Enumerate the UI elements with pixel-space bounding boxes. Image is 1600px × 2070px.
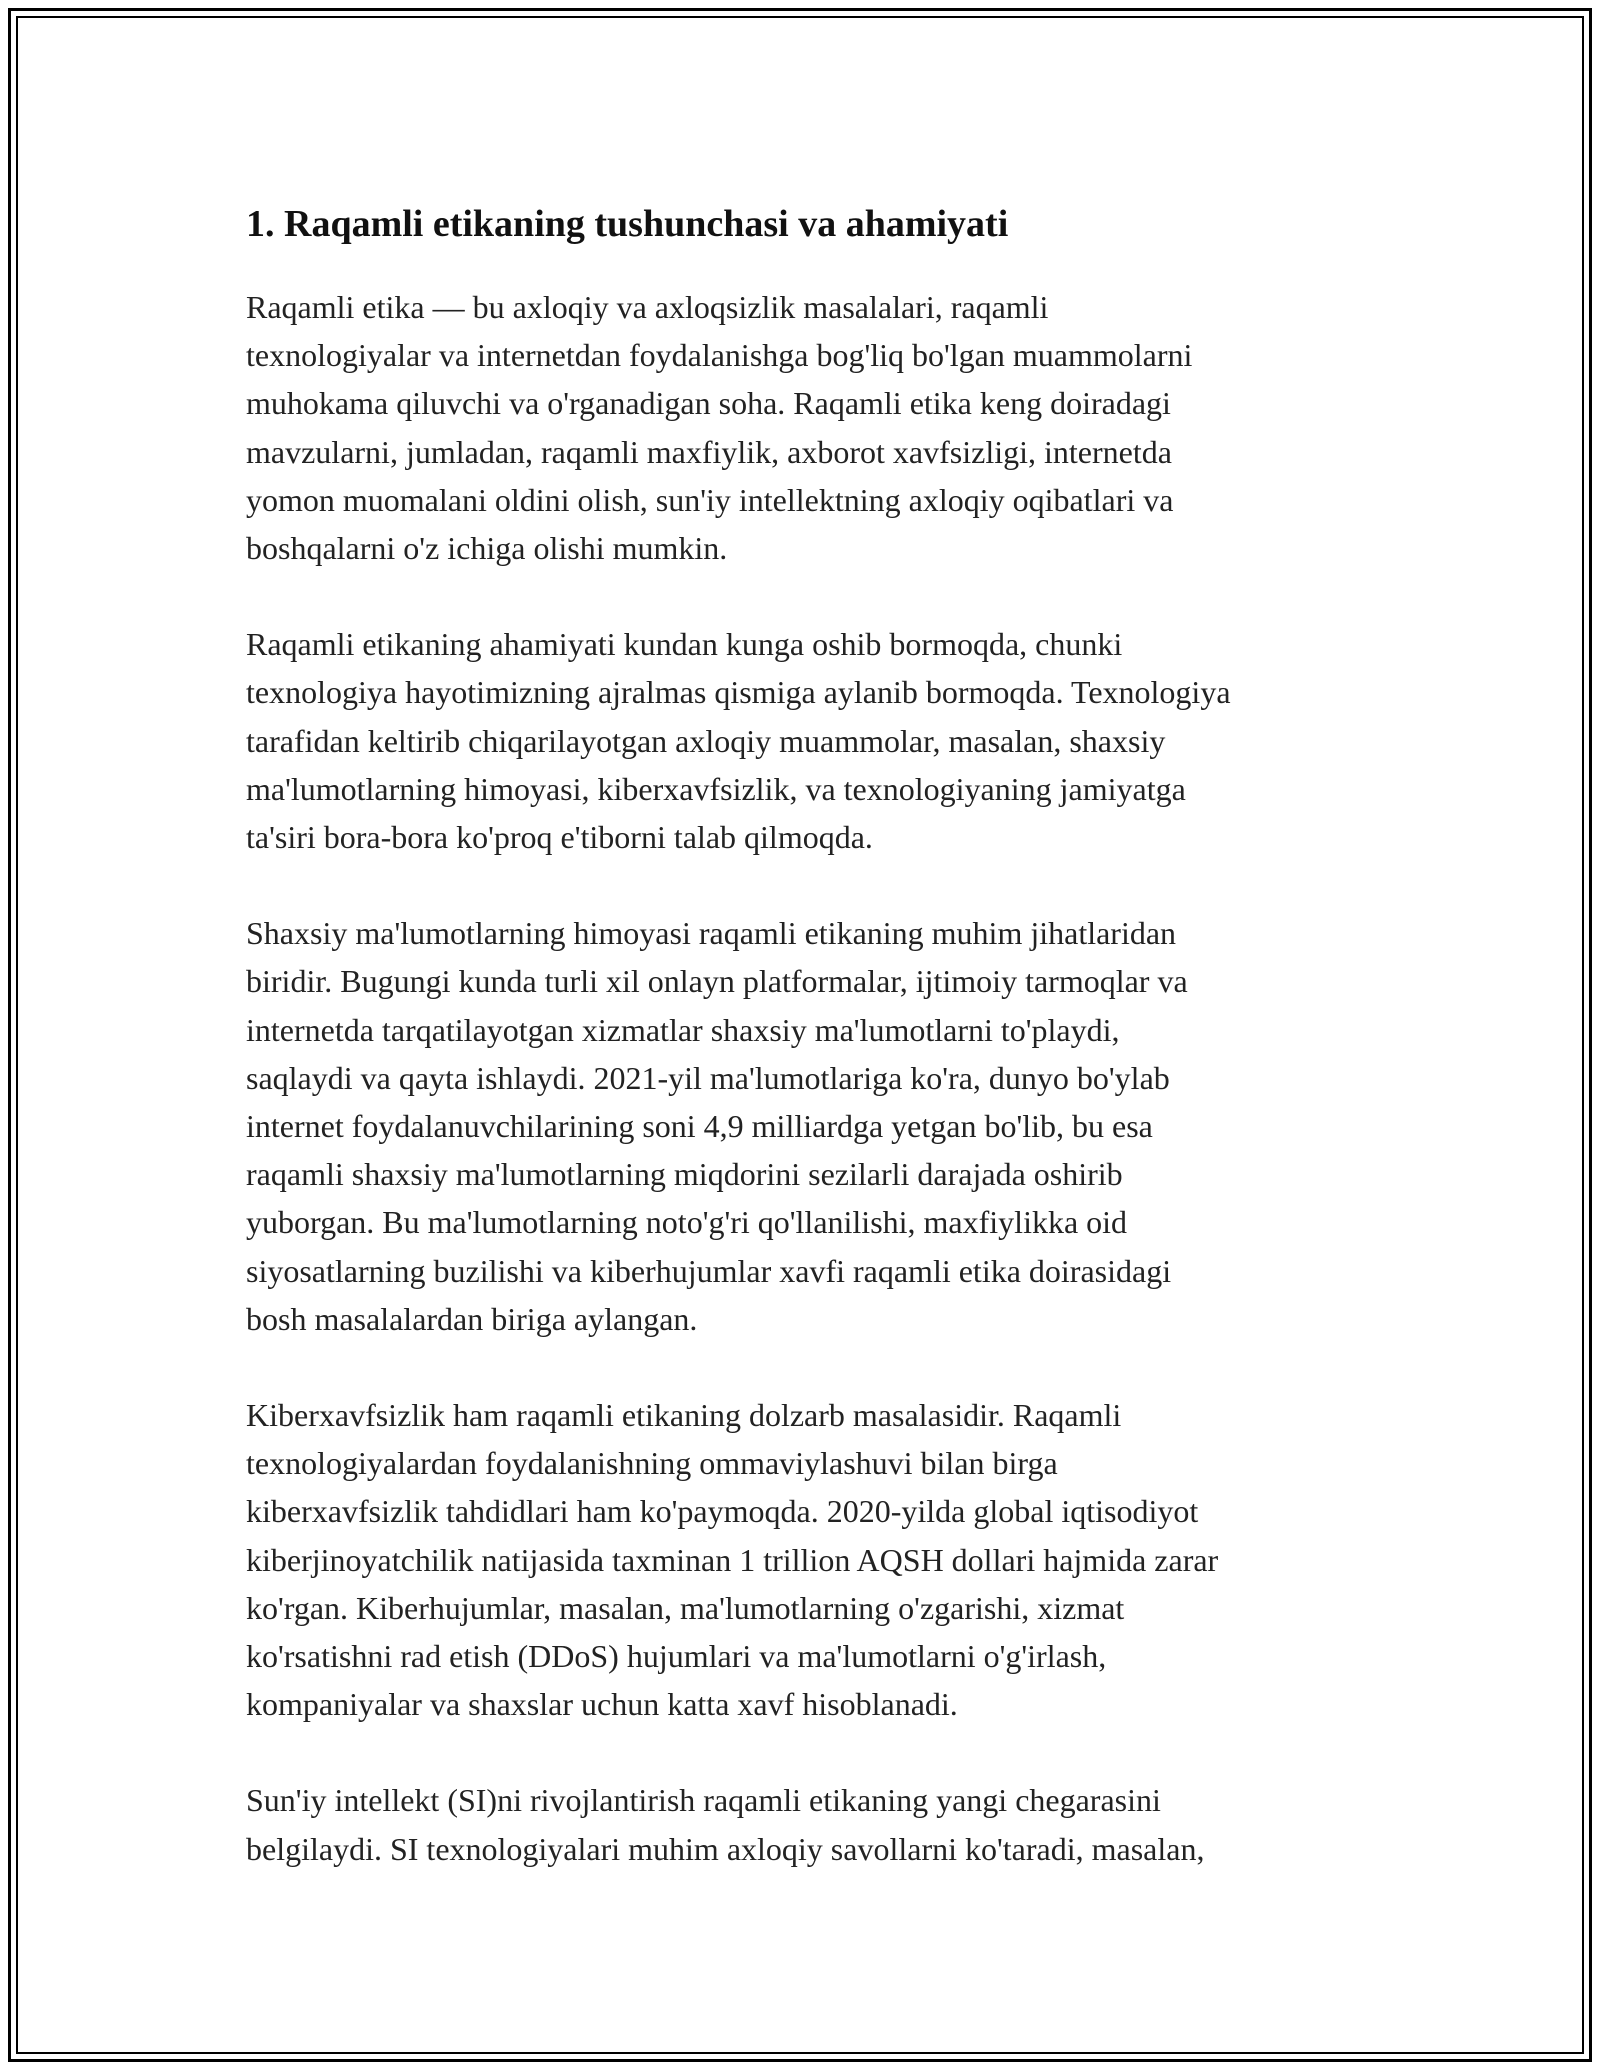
page-frame [8, 8, 1592, 2062]
paragraph-artificial-intelligence: Sun'iy intellekt (SI)ni rivojlantirish raqamli etikaning yangi chegarasini belgilaydi. SI texnologiyalari muhim axloqiy savollarni ko'taradi, masalan, [246, 1782, 1205, 1867]
document-body [246, 195, 1401, 1921]
section-heading: 1. Raqamli etikaning tushunchasi va ahamiyati [246, 203, 1009, 245]
paragraph-cybersecurity: Kiberxavfsizlik ham raqamli etikaning dolzarb masalasidir. Raqamli texnologiyalardan foydalanishning ommaviylashuvi bilan birga kiberxavfsizlik tahdidlari ham ko'paymoqda. 2020-yilda global iqtisodiyot kiberjinoyatchilik natijasida taxminan 1 trillion AQSH dollari hajmida zarar ko'rgan. Kiberhujumlar, masalan, ma'lumotlarning o'zgarishi, xizmat ko'rsatishni rad etish (DDoS) hujumlari va ma'lumotlarni o'g'irlash, kompaniyalar va shaxslar uchun katta xavf hisoblanadi. [246, 1397, 1219, 1723]
paragraph-digital-ethics-definition: Raqamli etika — bu axloqiy va axloqsizlik masalalari, raqamli texnologiyalar va internetdan foydalanishga bog'liq bo'lgan muammolarni muhokama qiluvchi va o'rganadigan soha. Raqamli etika keng doiradagi mavzularni, jumladan, raqamli maxfiylik, axborot xavfsizligi, internetda yomon muomalani oldini olish, sun'iy intellektning axloqiy oqibatlari va boshqalarni o'z ichiga olishi mumkin. [246, 289, 1193, 567]
paragraph-digital-ethics-importance: Raqamli etikaning ahamiyati kundan kunga oshib bormoqda, chunki texnologiya hayotimizning ajralmas qismiga aylanib bormoqda. Texnologiya tarafidan keltirib chiqarilayotgan axloqiy muammolar, masalan, shaxsiy ma'lumotlarning himoyasi, kiberxavfsizlik, va texnologiyaning jamiyatga ta'siri bora-bora ko'proq e'tiborni talab qilmoqda. [246, 626, 1231, 856]
paragraph-personal-data-protection: Shaxsiy ma'lumotlarning himoyasi raqamli etikaning muhim jihatlaridan biridir. Bugungi kunda turli xil onlayn platformalar, ijtimoiy tarmoqlar va internetda tarqatilayotgan xizmatlar shaxsiy ma'lumotlarni to'playdi, saqlaydi va qayta ishlaydi. 2021-yil ma'lumotlariga ko'ra, dunyo bo'ylab internet foydalanuvchilarining soni 4,9 milliardga yetgan bo'lib, bu esa raqamli shaxsiy ma'lumotlarning miqdorini sezilarli darajada oshirib yuborgan. Bu ma'lumotlarning noto'g'ri qo'llanilishi, maxfiylikka oid siyosatlarning buzilishi va kiberhujumlar xavfi raqamli etika doirasidagi bosh masalalardan biriga aylangan. [246, 915, 1188, 1337]
